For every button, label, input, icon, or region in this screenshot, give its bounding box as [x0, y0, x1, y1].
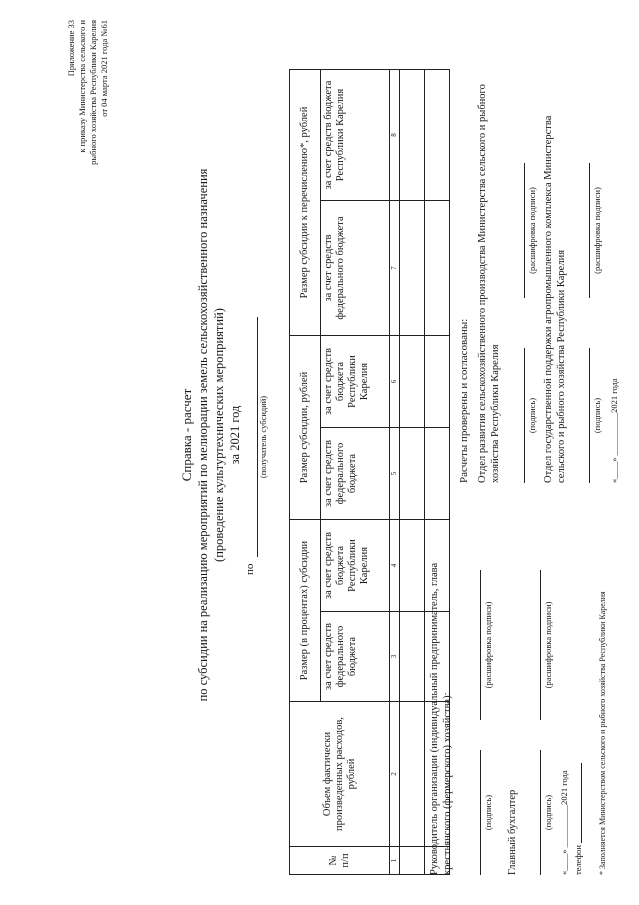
accountant-sign-caption: (подпись) — [543, 794, 553, 831]
table-footnote: * Заполняется Министерством сельского и рыбного хозяйства Республики Карелия — [598, 591, 607, 875]
appendix-line: к приказу Министерства сельского и — [77, 20, 87, 153]
table-cell[interactable] — [425, 520, 450, 612]
approval-label: Расчеты проверены и согласованы: — [458, 318, 470, 483]
column-number: 5 — [390, 428, 400, 520]
table-cell[interactable] — [400, 847, 425, 875]
document-year: за 2021 год — [228, 405, 242, 465]
accountant-decode-caption: (расшифровка подписи) — [543, 601, 553, 689]
column-number: 2 — [390, 702, 400, 847]
table-cell[interactable] — [400, 336, 425, 428]
dept1-decode-caption: (расшифровка подписи) — [527, 187, 537, 274]
dept1-decode-line[interactable] — [524, 163, 525, 298]
column-number: 7 — [390, 201, 400, 336]
leader-date: «____» __________2021 года — [559, 770, 569, 875]
column-number: 8 — [390, 69, 400, 200]
leader-title: Руководитель организации (индивидуальный предприниматель, глава крестьянского (фермерского) хозяйства): — [429, 562, 453, 875]
approval-dept-1: Отдел развития сельскохозяйственного производства Министерства сельского и рыбного хозяйства Республики Карелия — [477, 84, 501, 483]
recipient-caption: (получатель субсидий) — [258, 395, 268, 479]
table-cell[interactable] — [400, 612, 425, 702]
table-cell[interactable] — [425, 702, 450, 847]
header-republic: за счет средств бюджета Республики Карелия — [321, 336, 390, 428]
document-title: Справка - расчет — [179, 388, 194, 482]
table-cell[interactable] — [425, 201, 450, 336]
appendix-line: Приложение 33 — [66, 20, 76, 77]
leader-decode-caption: (расшифровка подписи) — [483, 601, 493, 689]
appendix-note — [66, 20, 110, 260]
table-cell[interactable] — [425, 847, 450, 875]
table-cell[interactable] — [425, 428, 450, 520]
approval-date: «____» __________2021 года — [609, 378, 619, 483]
recipient-prefix: по — [244, 563, 256, 575]
table-cell[interactable] — [400, 520, 425, 612]
dept2-decode-caption: (расшифровка подписи) — [592, 187, 602, 274]
dept1-sign-line[interactable] — [524, 348, 525, 483]
header-percent-group: Размер (в процентах) субсидии — [290, 520, 321, 702]
column-number: 4 — [390, 520, 400, 612]
header-transfer-group: Размер субсидии к перечислению*, рублей — [290, 69, 321, 335]
appendix-line: рыбного хозяйства Республики Карелия — [88, 20, 98, 165]
header-rub-group: Размер субсидии, рублей — [290, 336, 321, 520]
dept1-sign-caption: (подпись) — [527, 397, 537, 434]
document-heading — [178, 85, 243, 785]
document-subtitle: по субсидии на реализацию мероприятий по мелиорации земель сельскохозяйственного назначения — [196, 168, 210, 702]
column-number: 1 — [390, 847, 400, 875]
header-volume: Объем фактически произведенных расходов, рублей — [290, 702, 390, 847]
table-cell[interactable] — [400, 702, 425, 847]
table-cell[interactable] — [400, 201, 425, 336]
subsidy-table — [289, 69, 450, 875]
header-republic: за счет средств бюджета Республики Карелия — [321, 69, 390, 200]
header-federal: за счет средств федерального бюджета — [321, 612, 390, 702]
header-federal: за счет средств федерального бюджета — [321, 201, 390, 336]
header-republic: за счет средств бюджета Республики Карелия — [321, 520, 390, 612]
table-cell[interactable] — [400, 69, 425, 200]
accountant-label: Главный бухгалтер — [507, 789, 518, 875]
dept2-sign-line[interactable] — [589, 348, 590, 483]
column-number: 3 — [390, 612, 400, 702]
column-number: 6 — [390, 336, 400, 428]
appendix-line: от 04 марта 2021 года №61 — [99, 20, 109, 117]
dept2-sign-caption: (подпись) — [592, 397, 602, 434]
approval-dept-2: Отдел государственной поддержки агропромышленного комплекса Министерства сельского и рыбного хозяйства Республики Карелия — [543, 115, 567, 483]
table-cell[interactable] — [400, 428, 425, 520]
dept2-decode-line[interactable] — [589, 163, 590, 298]
leader-phone-label: телефон — [573, 845, 583, 875]
table-cell[interactable] — [425, 336, 450, 428]
leader-sign-caption: (подпись) — [483, 794, 493, 831]
table-cell[interactable] — [425, 612, 450, 702]
header-federal: за счет средств федерального бюджета — [321, 428, 390, 520]
header-number: № п/п — [290, 847, 390, 875]
document-subtitle-note: (проведение культуртехнических мероприятий) — [212, 308, 226, 562]
table-cell[interactable] — [425, 69, 450, 200]
